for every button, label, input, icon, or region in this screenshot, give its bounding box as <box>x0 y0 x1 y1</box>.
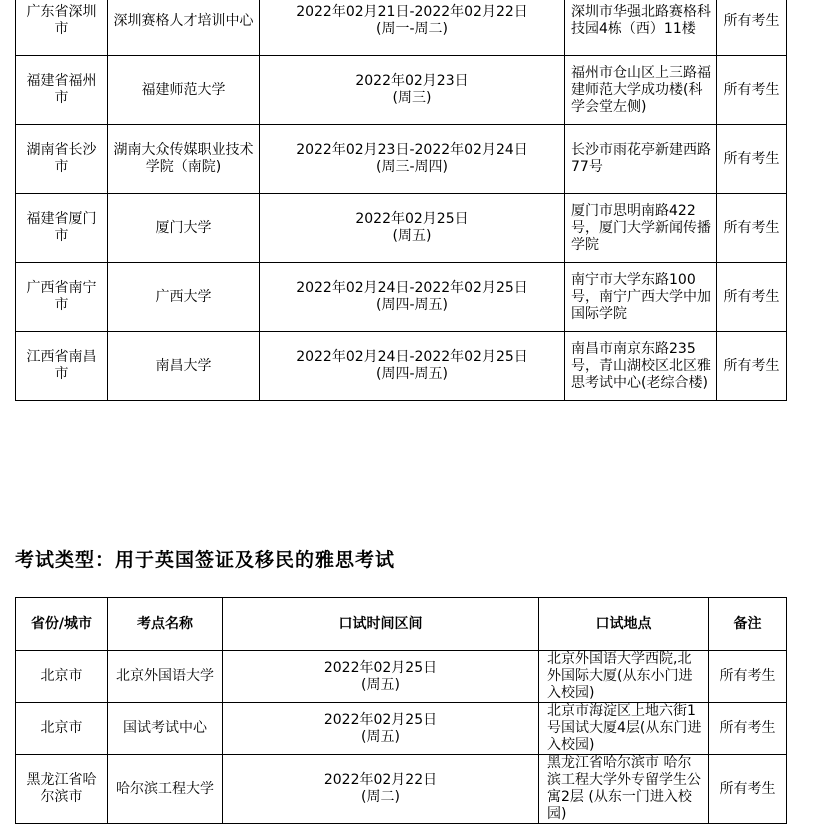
weekday-range: (周五) <box>361 728 400 745</box>
date-cell <box>260 332 565 401</box>
province-cell: 福建省福州市 <box>16 56 108 125</box>
date-cell <box>260 56 565 125</box>
date-range: 2022年02月24日-2022年02月25日 <box>296 349 528 365</box>
header-venue: 考点名称 <box>108 598 223 651</box>
address-cell: 北京市海淀区上地六街1号国试大厦4层(从东门进入校园) <box>539 703 709 755</box>
weekday-range: (周二) <box>361 789 400 805</box>
header-address: 口试地点 <box>539 598 709 651</box>
venue-cell: 深圳赛格人才培训中心 <box>108 0 260 56</box>
province-cell: 湖南省长沙市 <box>16 125 108 194</box>
date-cell <box>260 194 565 263</box>
venue-cell: 厦门大学 <box>108 194 260 263</box>
venue-cell: 国试考试中心 <box>108 703 223 755</box>
address-cell: 福州市仓山区上三路福建师范大学成功楼(科学会堂左侧) <box>565 56 717 125</box>
note-cell: 所有考生 <box>717 125 787 194</box>
venue-cell: 湖南大众传媒职业技术学院（南院) <box>108 125 260 194</box>
note-cell: 所有考生 <box>709 755 787 824</box>
province-cell: 北京市 <box>16 651 108 703</box>
weekday-range: (周三) <box>392 90 432 106</box>
header-date: 口试时间区间 <box>223 598 539 651</box>
section-title: 考试类型：用于英国签证及移民的雅思考试 <box>15 549 396 571</box>
weekday-range: (周四-周五) <box>376 366 448 382</box>
date-cell <box>260 0 565 56</box>
date-cell <box>223 703 539 755</box>
note-cell: 所有考生 <box>717 332 787 401</box>
table-row <box>16 0 787 56</box>
note-cell: 所有考生 <box>709 703 787 755</box>
date-range: 2022年02月22日 <box>323 772 438 788</box>
note-cell: 所有考生 <box>717 194 787 263</box>
province-cell: 福建省厦门市 <box>16 194 108 263</box>
note-cell: 所有考生 <box>717 56 787 125</box>
address-cell: 黑龙江省哈尔滨市 哈尔滨工程大学外专留学生公寓2层 (从东一门进入校园) <box>539 755 709 824</box>
exam-venue-table-2 <box>15 597 787 824</box>
province-cell: 北京市 <box>16 703 108 755</box>
table-row <box>16 125 787 194</box>
address-cell: 南昌市南京东路235号，青山湖校区北区雅思考试中心(老综合楼) <box>565 332 717 401</box>
address-cell: 深圳市华强北路赛格科技园4栋（西）11楼 <box>565 0 717 56</box>
weekday-range: (周五) <box>392 228 432 244</box>
date-cell <box>260 125 565 194</box>
date-cell <box>223 651 539 703</box>
table-row <box>16 194 787 263</box>
table-row <box>16 651 787 703</box>
weekday-range: (周一-周二) <box>376 21 448 37</box>
date-range: 2022年02月21日-2022年02月22日 <box>296 4 528 20</box>
table-header-row <box>16 598 787 651</box>
weekday-range: (周三-周四) <box>376 159 448 175</box>
date-range: 2022年02月25日 <box>323 659 438 676</box>
venue-cell: 福建师范大学 <box>108 56 260 125</box>
note-cell: 所有考生 <box>717 263 787 332</box>
province-cell: 广东省深圳市 <box>16 0 108 56</box>
note-cell: 所有考生 <box>717 0 787 56</box>
address-cell: 长沙市雨花亭新建西路77号 <box>565 125 717 194</box>
address-cell: 南宁市大学东路100号，南宁广西大学中加国际学院 <box>565 263 717 332</box>
table-row <box>16 263 787 332</box>
venue-cell: 广西大学 <box>108 263 260 332</box>
date-range: 2022年02月23日 <box>355 73 469 89</box>
address-cell: 厦门市思明南路422号，厦门大学新闻传播学院 <box>565 194 717 263</box>
venue-cell: 北京外国语大学 <box>108 651 223 703</box>
venue-cell: 哈尔滨工程大学 <box>108 755 223 824</box>
date-range: 2022年02月24日-2022年02月25日 <box>296 280 528 296</box>
province-cell: 广西省南宁市 <box>16 263 108 332</box>
date-range: 2022年02月25日 <box>323 711 438 728</box>
header-province: 省份/城市 <box>16 598 108 651</box>
table-row <box>16 332 787 401</box>
venue-cell: 南昌大学 <box>108 332 260 401</box>
table-row <box>16 56 787 125</box>
table-row <box>16 755 787 824</box>
note-cell: 所有考生 <box>709 651 787 703</box>
exam-venue-table-1 <box>15 0 787 401</box>
date-cell <box>223 755 539 824</box>
date-range: 2022年02月25日 <box>355 211 469 227</box>
province-cell: 黑龙江省哈尔滨市 <box>16 755 108 824</box>
weekday-range: (周五) <box>361 676 400 693</box>
province-cell: 江西省南昌市 <box>16 332 108 401</box>
address-cell: 北京外国语大学西院,北外国际大厦(从东小门进入校园) <box>539 651 709 703</box>
header-note: 备注 <box>709 598 787 651</box>
table-row <box>16 703 787 755</box>
date-range: 2022年02月23日-2022年02月24日 <box>296 142 528 158</box>
weekday-range: (周四-周五) <box>376 297 448 313</box>
date-cell <box>260 263 565 332</box>
